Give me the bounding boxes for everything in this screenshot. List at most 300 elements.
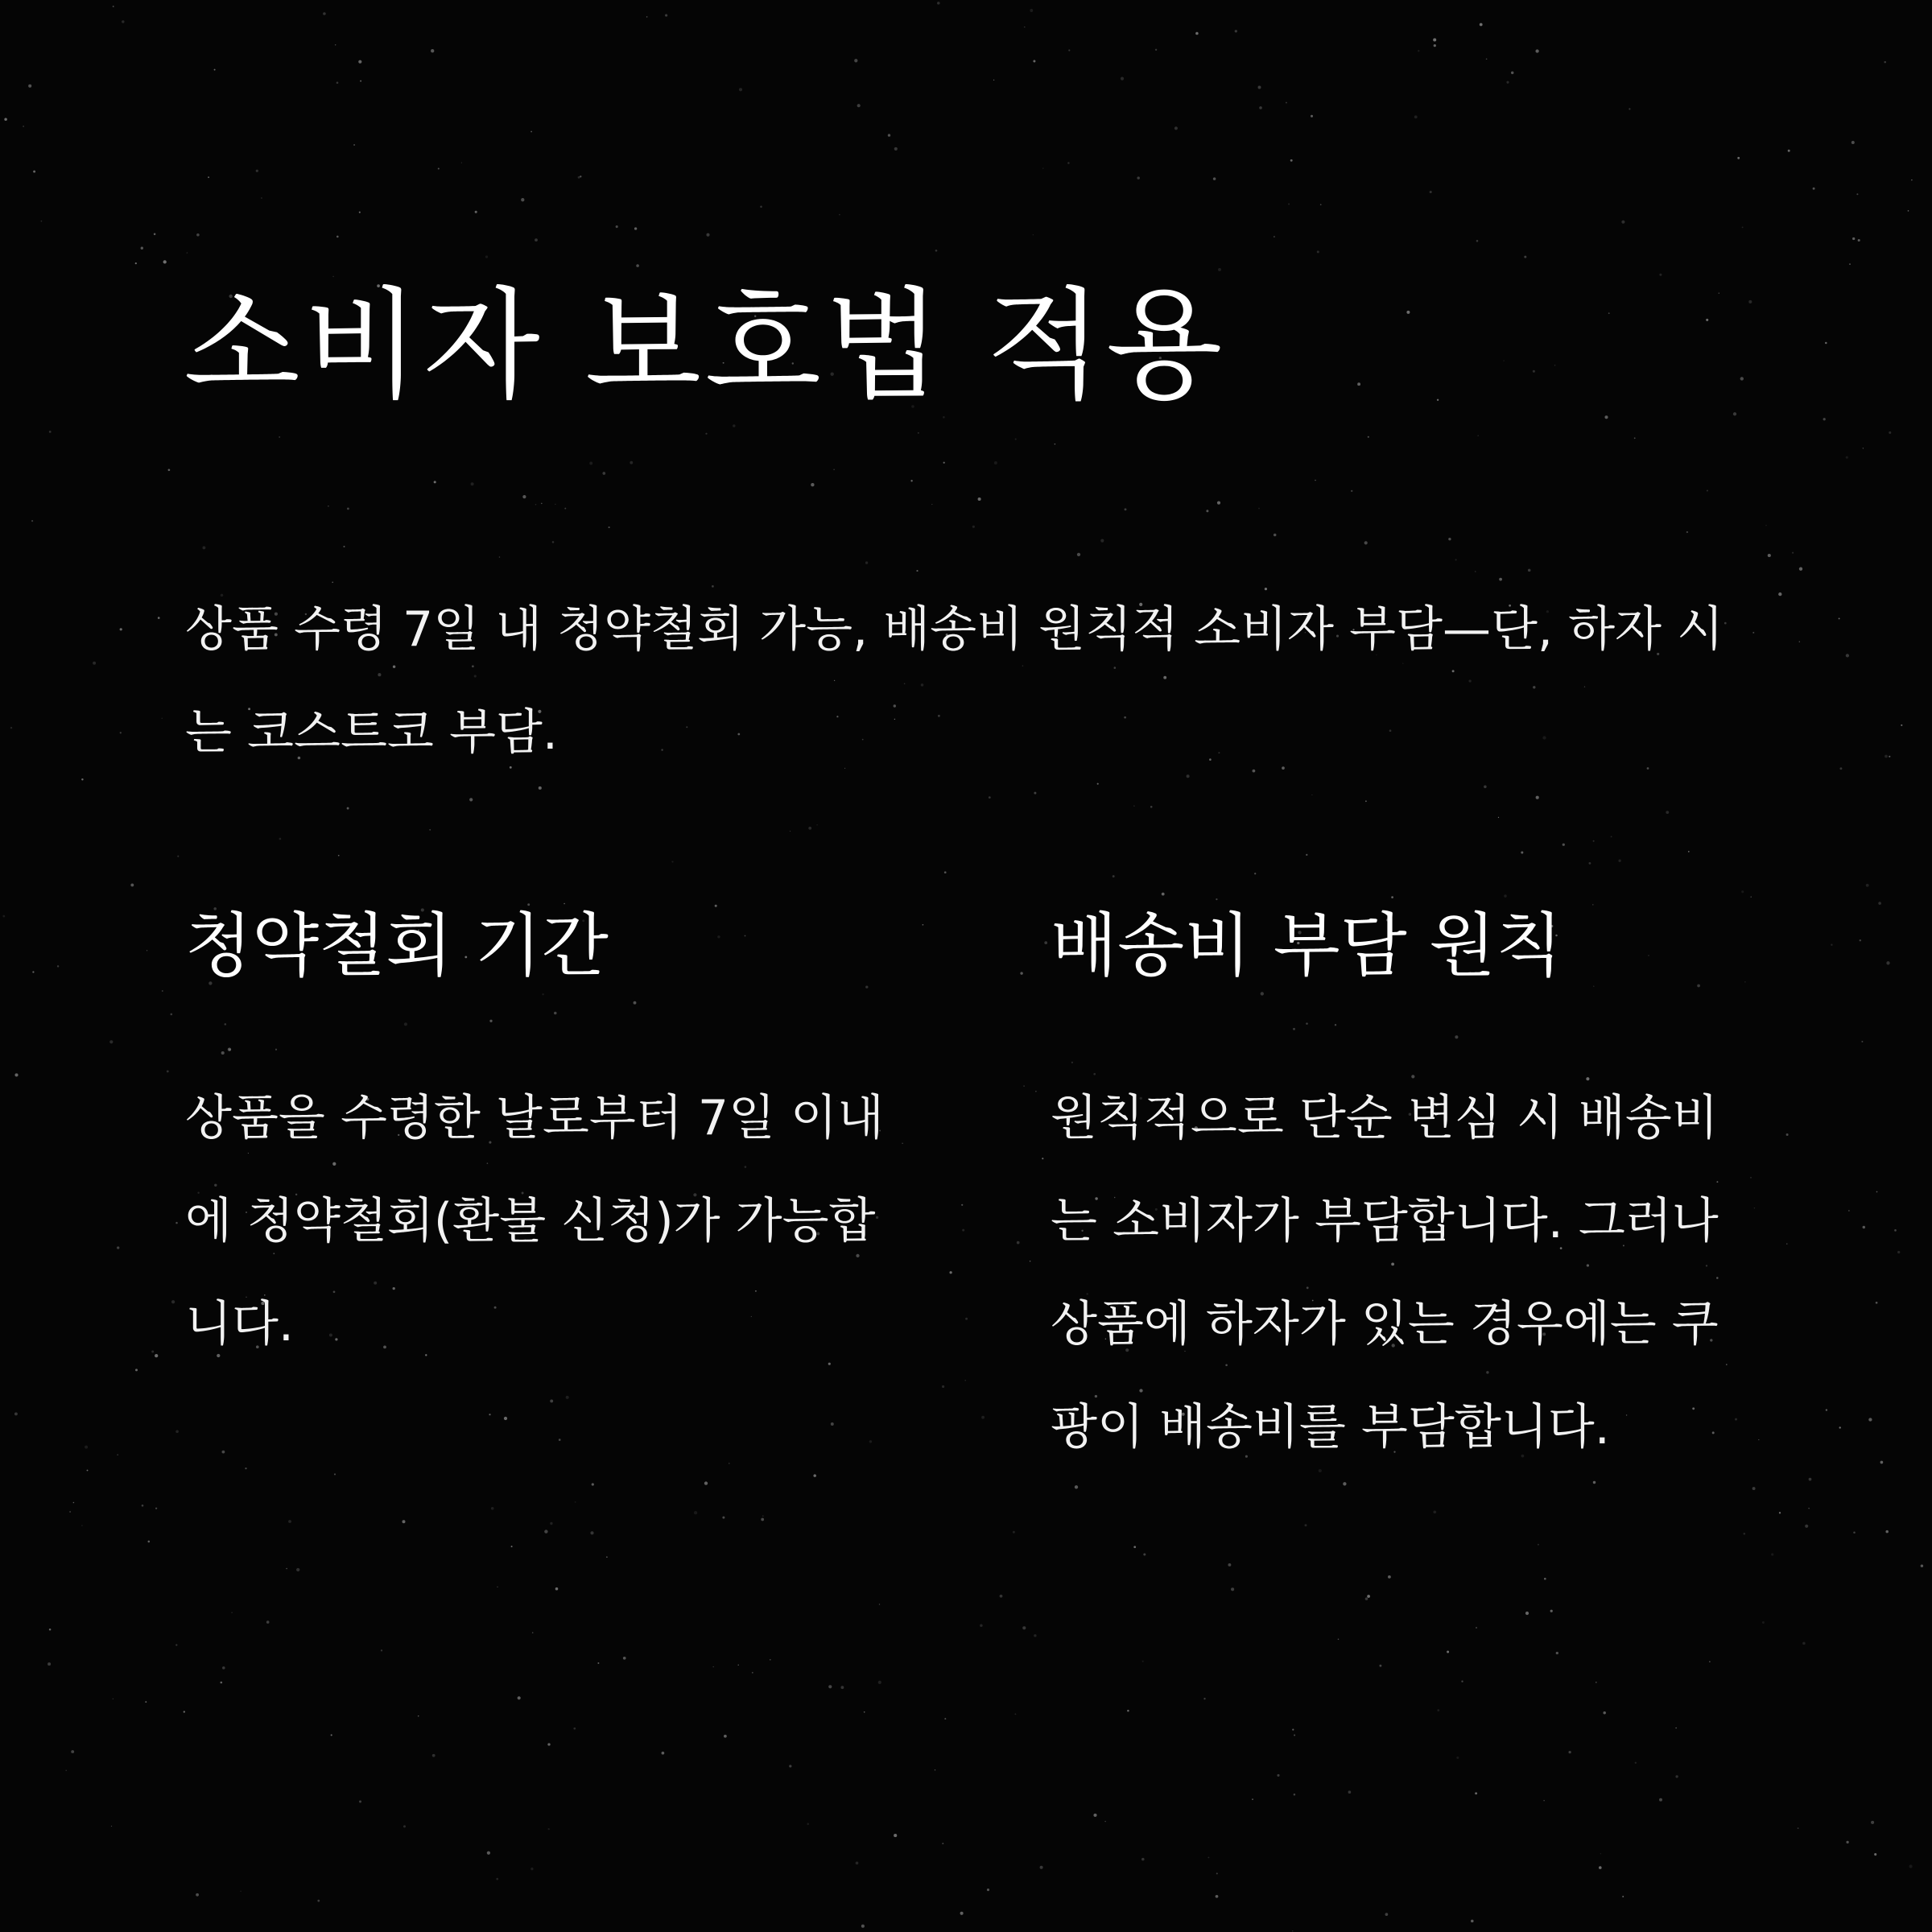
star-speck — [469, 798, 473, 801]
star-speck — [1688, 851, 1690, 852]
star-speck — [1217, 502, 1220, 505]
star-speck — [1621, 221, 1624, 224]
star-speck — [1544, 1578, 1546, 1580]
star-speck — [1228, 1563, 1231, 1567]
star-speck — [49, 1629, 52, 1631]
star-speck — [1150, 806, 1153, 808]
page-title: 소비자 보호법 적용 — [184, 276, 1226, 416]
star-speck — [1162, 893, 1165, 896]
star-speck — [317, 1900, 320, 1902]
star-speck — [1000, 1595, 1003, 1598]
star-speck — [1067, 162, 1070, 164]
star-speck — [171, 1013, 173, 1016]
star-speck — [1351, 490, 1352, 492]
star-speck — [1461, 1681, 1463, 1682]
star-speck — [33, 171, 35, 173]
star-speck — [1788, 150, 1790, 152]
star-speck — [1894, 1229, 1897, 1232]
star-speck — [111, 1826, 112, 1827]
star-speck — [511, 1546, 513, 1547]
star-speck — [296, 1568, 299, 1571]
star-speck — [1823, 418, 1826, 420]
star-speck — [854, 59, 857, 62]
star-speck — [828, 1685, 832, 1688]
star-speck — [935, 250, 938, 252]
star-speck — [1174, 126, 1178, 130]
star-speck — [1599, 1866, 1602, 1869]
star-speck — [1216, 898, 1217, 900]
star-speck — [712, 1666, 713, 1667]
star-speck — [910, 480, 912, 481]
star-speck — [578, 176, 580, 179]
star-speck — [1121, 76, 1124, 80]
star-speck — [1142, 1661, 1144, 1662]
star-speck — [888, 134, 890, 136]
star-speck — [1846, 1841, 1848, 1843]
star-speck — [167, 1071, 169, 1073]
star-speck — [1364, 541, 1368, 544]
star-speck — [861, 1925, 865, 1928]
star-speck — [1550, 1610, 1553, 1612]
star-speck — [1035, 1091, 1037, 1092]
star-speck — [630, 461, 633, 464]
star-speck — [175, 1222, 178, 1224]
star-speck — [1593, 1481, 1596, 1484]
star-speck — [359, 212, 361, 213]
star-speck — [461, 162, 462, 163]
star-speck — [1589, 862, 1591, 865]
star-speck — [208, 176, 209, 178]
star-speck — [1666, 811, 1669, 814]
star-speck — [323, 12, 326, 15]
star-speck — [142, 1505, 144, 1507]
star-speck — [240, 1891, 241, 1892]
star-speck — [175, 1430, 179, 1433]
star-speck — [864, 1711, 865, 1713]
star-speck — [1506, 81, 1509, 84]
star-speck — [1127, 1710, 1129, 1712]
star-speck — [1437, 1709, 1439, 1711]
star-speck — [245, 1468, 246, 1469]
star-speck — [135, 1368, 138, 1371]
star-speck — [471, 482, 474, 485]
star-speck — [161, 718, 162, 719]
star-speck — [1852, 237, 1855, 240]
star-speck — [1805, 1525, 1808, 1528]
star-speck — [592, 1483, 594, 1485]
star-speck — [1860, 939, 1861, 941]
star-speck — [1786, 1243, 1787, 1244]
star-speck — [73, 1502, 75, 1504]
star-speck — [789, 1765, 791, 1767]
star-speck — [1274, 534, 1277, 537]
star-speck — [1686, 531, 1688, 533]
star-speck — [32, 971, 34, 972]
star-speck — [171, 1300, 175, 1303]
star-speck — [1471, 1920, 1474, 1923]
star-speck — [288, 1520, 291, 1523]
star-speck — [1235, 30, 1237, 32]
star-speck — [69, 1511, 71, 1513]
star-speck — [431, 49, 434, 52]
star-speck — [980, 1624, 983, 1628]
star-speck — [1752, 1487, 1756, 1490]
star-speck — [151, 1351, 154, 1353]
star-speck — [1044, 941, 1047, 944]
star-speck — [1813, 188, 1815, 190]
star-speck — [71, 1750, 74, 1753]
star-speck — [943, 416, 945, 419]
star-speck — [1886, 961, 1889, 964]
star-speck — [705, 433, 707, 435]
star-speck — [761, 1518, 764, 1521]
star-speck — [158, 617, 160, 619]
star-speck — [722, 1517, 724, 1519]
star-speck — [878, 1681, 881, 1684]
star-speck — [1839, 767, 1842, 770]
star-speck — [564, 508, 566, 510]
star-speck — [972, 526, 975, 528]
star-speck — [575, 1501, 576, 1503]
star-speck — [1536, 796, 1539, 799]
star-speck — [1799, 568, 1802, 571]
star-speck — [965, 1318, 968, 1320]
star-speck — [336, 236, 339, 238]
star-speck — [1880, 1461, 1884, 1464]
star-speck — [81, 1525, 83, 1526]
star-speck — [81, 778, 83, 780]
star-speck — [117, 1246, 119, 1249]
star-speck — [87, 1470, 89, 1472]
star-speck — [1447, 1651, 1449, 1653]
star-speck — [1871, 1821, 1874, 1824]
star-speck — [1876, 1302, 1878, 1304]
star-speck — [1100, 539, 1104, 542]
star-speck — [918, 432, 919, 434]
star-speck — [539, 786, 542, 790]
star-speck — [602, 472, 605, 475]
star-speck — [1885, 755, 1888, 758]
star-speck — [266, 1620, 270, 1624]
star-speck — [1258, 508, 1260, 510]
star-speck — [1897, 1251, 1900, 1253]
star-speck — [944, 871, 947, 873]
star-speck — [1218, 268, 1221, 271]
star-speck — [544, 1530, 547, 1533]
star-speck — [811, 483, 814, 486]
star-speck — [286, 1568, 287, 1570]
star-speck — [1863, 1226, 1865, 1228]
star-speck — [1525, 1612, 1529, 1615]
star-speck — [1707, 489, 1708, 491]
star-speck — [931, 504, 932, 505]
star-speck — [552, 541, 555, 543]
star-speck — [960, 1912, 964, 1915]
star-speck — [989, 796, 991, 799]
star-speck — [434, 481, 436, 483]
star-speck — [1476, 1627, 1477, 1629]
shipping-cost-section — [1051, 902, 1759, 1479]
star-speck — [535, 238, 538, 242]
star-speck — [1498, 817, 1499, 818]
star-speck — [429, 829, 431, 831]
star-speck — [521, 198, 524, 201]
star-speck — [530, 1868, 533, 1870]
star-speck — [869, 1440, 872, 1443]
star-speck — [694, 1511, 697, 1514]
star-speck — [662, 1752, 665, 1755]
star-speck — [706, 233, 709, 237]
star-speck — [1475, 1792, 1477, 1794]
withdrawal-period-section — [185, 902, 894, 1376]
star-speck — [338, 855, 340, 857]
star-speck — [122, 20, 124, 23]
star-speck — [1305, 1524, 1307, 1526]
star-speck — [1866, 884, 1869, 887]
star-speck — [1908, 210, 1909, 212]
star-speck — [1603, 1711, 1605, 1714]
star-speck — [865, 561, 868, 564]
star-speck — [942, 1843, 943, 1844]
star-speck — [418, 1715, 419, 1716]
star-speck — [1868, 1418, 1872, 1421]
star-speck — [1659, 1798, 1662, 1802]
star-speck — [1391, 896, 1393, 898]
star-speck — [1015, 438, 1017, 440]
star-speck — [334, 1473, 336, 1475]
star-speck — [1294, 1735, 1295, 1736]
star-speck — [1475, 571, 1476, 572]
star-speck — [1792, 552, 1794, 554]
star-speck — [1885, 1530, 1889, 1534]
star-speck — [1778, 592, 1781, 596]
star-speck — [1448, 538, 1451, 540]
star-speck — [154, 233, 156, 236]
star-speck — [894, 1834, 897, 1837]
star-speck — [1556, 1652, 1558, 1654]
star-speck — [962, 1229, 964, 1232]
star-speck — [1901, 724, 1902, 726]
star-speck — [1856, 193, 1858, 195]
star-speck — [1771, 1553, 1773, 1555]
star-speck — [438, 167, 440, 169]
star-speck — [1799, 641, 1800, 642]
star-speck — [1737, 157, 1740, 159]
star-speck — [347, 807, 349, 810]
star-speck — [1808, 1508, 1809, 1509]
star-speck — [1365, 1597, 1368, 1600]
star-speck — [807, 1823, 809, 1826]
star-speck — [1802, 1642, 1806, 1645]
star-speck — [1846, 456, 1848, 459]
star-speck — [1476, 240, 1479, 242]
star-speck — [402, 1520, 406, 1523]
star-speck — [589, 462, 592, 465]
star-speck — [1013, 1531, 1015, 1534]
star-speck — [1511, 72, 1513, 74]
star-speck — [2, 915, 5, 918]
star-speck — [1022, 1626, 1026, 1629]
star-speck — [496, 1878, 498, 1880]
star-speck — [943, 462, 945, 464]
star-speck — [923, 924, 924, 926]
star-speck — [573, 1728, 576, 1730]
star-speck — [93, 662, 96, 665]
star-speck — [597, 1662, 599, 1664]
star-speck — [485, 255, 488, 258]
star-speck — [155, 1354, 158, 1357]
star-speck — [1348, 1790, 1352, 1794]
star-speck — [1675, 1728, 1677, 1729]
star-speck — [961, 1204, 963, 1206]
star-speck — [353, 144, 355, 146]
star-speck — [606, 1556, 608, 1558]
star-speck — [1675, 1775, 1678, 1777]
star-speck — [1294, 1794, 1296, 1796]
star-speck — [1137, 176, 1139, 179]
star-speck — [1023, 1085, 1025, 1087]
star-speck — [1367, 1595, 1370, 1598]
star-speck — [360, 80, 361, 82]
star-speck — [145, 1701, 147, 1703]
star-speck — [1075, 1485, 1078, 1488]
star-speck — [1798, 1827, 1799, 1829]
star-speck — [1434, 44, 1436, 47]
star-speck — [1600, 1853, 1601, 1854]
star-speck — [1034, 1634, 1036, 1637]
star-speck — [839, 214, 840, 216]
star-speck — [550, 1399, 553, 1402]
star-speck — [14, 1412, 18, 1415]
star-speck — [1876, 1191, 1878, 1193]
star-speck — [1634, 437, 1636, 439]
star-speck — [28, 85, 31, 88]
star-speck — [739, 88, 742, 91]
star-speck — [1259, 106, 1262, 109]
star-speck — [1231, 1587, 1234, 1591]
star-speck — [1921, 1564, 1923, 1567]
star-speck — [831, 1422, 834, 1426]
star-speck — [1831, 944, 1832, 946]
star-speck — [475, 211, 477, 213]
star-speck — [1338, 1639, 1340, 1641]
star-speck — [665, 14, 667, 17]
star-speck — [1093, 1814, 1096, 1817]
star-speck — [504, 1417, 507, 1420]
star-speck — [944, 1718, 946, 1719]
star-speck — [214, 69, 216, 71]
star-speck — [1741, 890, 1744, 893]
star-speck — [1030, 9, 1033, 12]
star-speck — [220, 1682, 222, 1684]
star-speck — [1343, 1482, 1346, 1485]
star-speck — [196, 233, 200, 237]
star-speck — [532, 1632, 534, 1633]
star-speck — [1195, 32, 1199, 35]
star-speck — [937, 2, 940, 5]
star-speck — [1320, 204, 1322, 205]
star-speck — [550, 1522, 552, 1525]
star-speck — [1292, 1930, 1293, 1931]
star-speck — [1563, 844, 1565, 846]
star-speck — [671, 861, 673, 862]
star-speck — [1779, 1512, 1781, 1513]
star-speck — [1365, 800, 1367, 802]
star-speck — [1133, 805, 1134, 806]
star-speck — [1141, 1858, 1145, 1861]
star-speck — [1292, 1729, 1294, 1731]
star-speck — [752, 1672, 753, 1674]
star-speck — [790, 831, 791, 832]
star-speck — [41, 221, 43, 222]
star-speck — [1277, 1774, 1279, 1777]
star-speck — [1535, 49, 1538, 52]
star-speck — [222, 1451, 225, 1454]
star-speck — [1751, 897, 1752, 898]
star-speck — [522, 495, 526, 498]
star-speck — [343, 546, 345, 547]
star-speck — [65, 1770, 66, 1771]
star-speck — [1213, 177, 1216, 180]
star-speck — [942, 1385, 944, 1388]
star-speck — [168, 469, 171, 471]
star-speck — [1311, 115, 1313, 118]
star-speck — [1208, 1857, 1210, 1859]
star-speck — [1104, 1821, 1105, 1822]
star-speck — [856, 1862, 859, 1865]
star-speck — [202, 546, 205, 549]
star-speck — [1020, 972, 1022, 974]
star-speck — [187, 252, 188, 254]
star-speck — [949, 1271, 952, 1274]
withdrawal-period-body: 상품을 수령한 날로부터 7일 이내에 청약철회(환불 신청)가 가능합니다. — [185, 1090, 884, 1352]
star-speck — [1858, 239, 1860, 242]
star-speck — [279, 436, 280, 438]
star-speck — [1068, 49, 1070, 51]
star-speck — [256, 170, 258, 172]
star-speck — [1033, 234, 1034, 235]
star-speck — [358, 60, 361, 64]
star-speck — [14, 1073, 18, 1076]
star-speck — [590, 1531, 593, 1534]
star-speck — [1568, 1751, 1571, 1753]
star-speck — [1543, 1800, 1544, 1801]
star-speck — [1762, 1621, 1765, 1624]
star-speck — [1484, 785, 1487, 788]
shipping-cost-body: 원칙적으로 단순 변심 시 배송비는 소비자가 부담합니다. 그러나 상품에 하자가 있는 경우에는 쿠팡이 배송비를 부담합니다. — [1051, 1090, 1719, 1455]
star-speck — [1216, 1872, 1218, 1874]
star-speck — [1524, 256, 1526, 258]
intro-text: 상품 수령 7일 내 청약철회 가능, 배송비 원칙적 소비자 부담—단, 하자 시는 코스트코 부담. — [185, 601, 1724, 761]
star-speck — [1768, 554, 1771, 557]
star-speck — [1290, 159, 1293, 162]
star-speck — [1274, 236, 1275, 237]
star-speck — [222, 1666, 225, 1670]
star-speck — [1839, 617, 1840, 619]
star-speck — [1874, 1853, 1876, 1856]
star-speck — [1433, 1510, 1436, 1513]
star-speck — [1155, 49, 1157, 51]
star-speck — [1889, 431, 1891, 434]
star-speck — [816, 824, 817, 825]
star-speck — [530, 131, 532, 133]
star-speck — [4, 118, 7, 122]
star-speck — [279, 838, 282, 840]
star-speck — [1521, 851, 1523, 853]
star-speck — [359, 1801, 361, 1803]
star-speck — [1659, 274, 1662, 276]
star-speck — [487, 1852, 490, 1855]
